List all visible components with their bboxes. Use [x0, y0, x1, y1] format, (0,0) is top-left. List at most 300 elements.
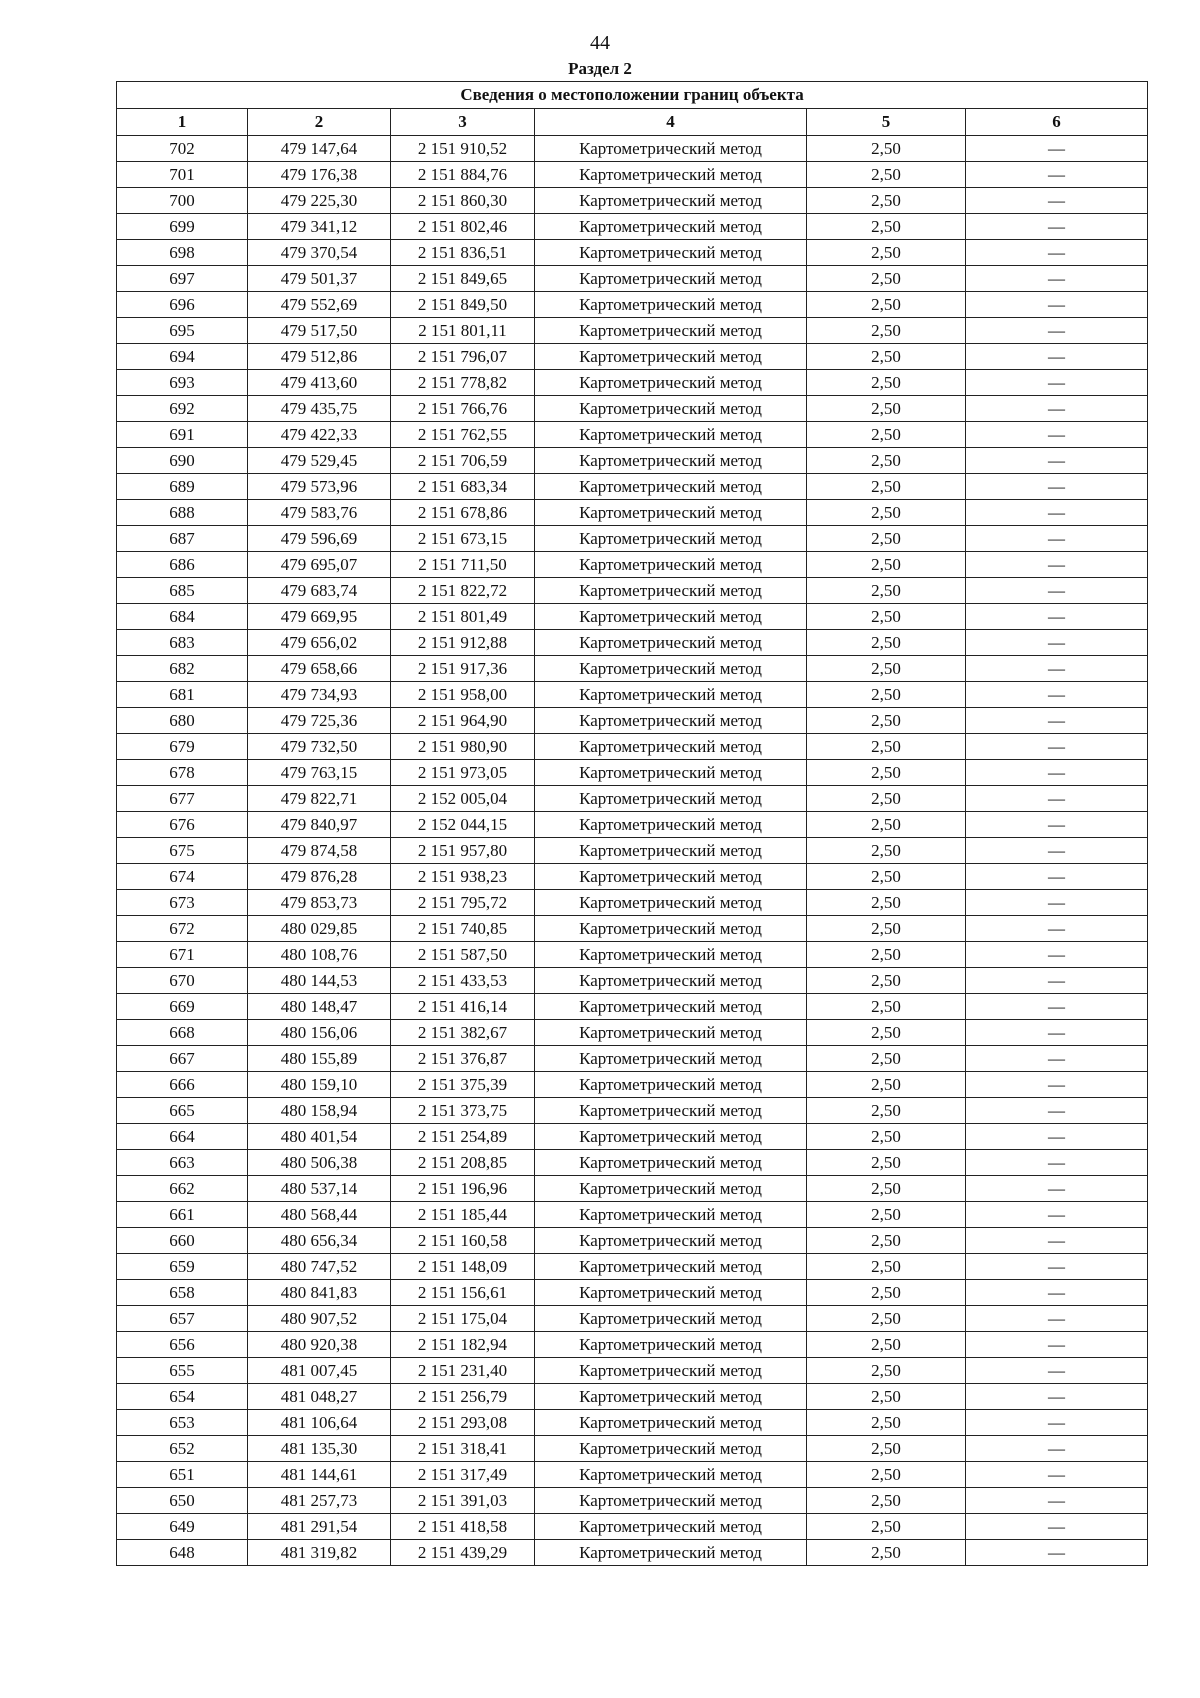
- point-number-cell: 681: [117, 682, 248, 708]
- column-number-row: [117, 109, 1148, 136]
- table-row: [117, 786, 1148, 812]
- table-row: [117, 1540, 1148, 1566]
- table-row: [117, 1072, 1148, 1098]
- accuracy-cell: 2,50: [807, 1072, 966, 1098]
- y-coordinate-cell: 2 151 416,14: [391, 994, 535, 1020]
- x-coordinate-cell: 481 144,61: [248, 1462, 391, 1488]
- description-cell: —: [966, 760, 1148, 786]
- method-cell: Картометрический метод: [535, 682, 807, 708]
- point-number-cell: 686: [117, 552, 248, 578]
- point-number-cell: 662: [117, 1176, 248, 1202]
- description-cell: —: [966, 1462, 1148, 1488]
- description-cell: —: [966, 1150, 1148, 1176]
- accuracy-cell: 2,50: [807, 838, 966, 864]
- method-cell: Картометрический метод: [535, 630, 807, 656]
- point-number-cell: 696: [117, 292, 248, 318]
- description-cell: —: [966, 474, 1148, 500]
- y-coordinate-cell: 2 151 822,72: [391, 578, 535, 604]
- table-row: [117, 994, 1148, 1020]
- point-number-cell: 700: [117, 188, 248, 214]
- table-row: [117, 1202, 1148, 1228]
- method-cell: Картометрический метод: [535, 1046, 807, 1072]
- table-row: [117, 916, 1148, 942]
- description-cell: —: [966, 812, 1148, 838]
- description-cell: —: [966, 1124, 1148, 1150]
- point-number-cell: 668: [117, 1020, 248, 1046]
- x-coordinate-cell: 479 517,50: [248, 318, 391, 344]
- accuracy-cell: 2,50: [807, 1124, 966, 1150]
- x-coordinate-cell: 479 512,86: [248, 344, 391, 370]
- x-coordinate-cell: 479 683,74: [248, 578, 391, 604]
- accuracy-cell: 2,50: [807, 1254, 966, 1280]
- method-cell: Картометрический метод: [535, 188, 807, 214]
- method-cell: Картометрический метод: [535, 786, 807, 812]
- method-cell: Картометрический метод: [535, 396, 807, 422]
- table-row: [117, 1358, 1148, 1384]
- y-coordinate-cell: 2 151 957,80: [391, 838, 535, 864]
- x-coordinate-cell: 480 108,76: [248, 942, 391, 968]
- method-cell: Картометрический метод: [535, 214, 807, 240]
- description-cell: —: [966, 1098, 1148, 1124]
- table-row: [117, 1462, 1148, 1488]
- table-row: [117, 1046, 1148, 1072]
- x-coordinate-cell: 481 106,64: [248, 1410, 391, 1436]
- table-row: [117, 1306, 1148, 1332]
- y-coordinate-cell: 2 151 836,51: [391, 240, 535, 266]
- point-number-cell: 689: [117, 474, 248, 500]
- description-cell: —: [966, 864, 1148, 890]
- point-number-cell: 661: [117, 1202, 248, 1228]
- point-number-cell: 669: [117, 994, 248, 1020]
- accuracy-cell: 2,50: [807, 526, 966, 552]
- y-coordinate-cell: 2 151 766,76: [391, 396, 535, 422]
- point-number-cell: 649: [117, 1514, 248, 1540]
- accuracy-cell: 2,50: [807, 318, 966, 344]
- method-cell: Картометрический метод: [535, 1488, 807, 1514]
- x-coordinate-cell: 480 155,89: [248, 1046, 391, 1072]
- method-cell: Картометрический метод: [535, 968, 807, 994]
- y-coordinate-cell: 2 151 293,08: [391, 1410, 535, 1436]
- x-coordinate-cell: 480 156,06: [248, 1020, 391, 1046]
- x-coordinate-cell: 479 370,54: [248, 240, 391, 266]
- table-row: [117, 552, 1148, 578]
- y-coordinate-cell: 2 151 678,86: [391, 500, 535, 526]
- y-coordinate-cell: 2 151 185,44: [391, 1202, 535, 1228]
- accuracy-cell: 2,50: [807, 1202, 966, 1228]
- method-cell: Картометрический метод: [535, 422, 807, 448]
- table-row: [117, 474, 1148, 500]
- y-coordinate-cell: 2 151 683,34: [391, 474, 535, 500]
- description-cell: —: [966, 734, 1148, 760]
- y-coordinate-cell: 2 151 802,46: [391, 214, 535, 240]
- y-coordinate-cell: 2 151 938,23: [391, 864, 535, 890]
- table-row: [117, 838, 1148, 864]
- accuracy-cell: 2,50: [807, 968, 966, 994]
- method-cell: Картометрический метод: [535, 370, 807, 396]
- y-coordinate-cell: 2 151 801,11: [391, 318, 535, 344]
- method-cell: Картометрический метод: [535, 890, 807, 916]
- table-caption-row: [117, 82, 1148, 109]
- x-coordinate-cell: 479 573,96: [248, 474, 391, 500]
- description-cell: —: [966, 370, 1148, 396]
- point-number-cell: 672: [117, 916, 248, 942]
- description-cell: —: [966, 1514, 1148, 1540]
- table-row: [117, 318, 1148, 344]
- point-number-cell: 693: [117, 370, 248, 396]
- table-row: [117, 890, 1148, 916]
- point-number-cell: 701: [117, 162, 248, 188]
- y-coordinate-cell: 2 151 433,53: [391, 968, 535, 994]
- accuracy-cell: 2,50: [807, 1384, 966, 1410]
- x-coordinate-cell: 479 147,64: [248, 136, 391, 162]
- accuracy-cell: 2,50: [807, 1358, 966, 1384]
- description-cell: —: [966, 240, 1148, 266]
- point-number-cell: 684: [117, 604, 248, 630]
- x-coordinate-cell: 479 725,36: [248, 708, 391, 734]
- x-coordinate-cell: 480 158,94: [248, 1098, 391, 1124]
- accuracy-cell: 2,50: [807, 136, 966, 162]
- table-row: [117, 1384, 1148, 1410]
- point-number-cell: 666: [117, 1072, 248, 1098]
- method-cell: Картометрический метод: [535, 1254, 807, 1280]
- table-row: [117, 1020, 1148, 1046]
- y-coordinate-cell: 2 151 958,00: [391, 682, 535, 708]
- y-coordinate-cell: 2 151 673,15: [391, 526, 535, 552]
- method-cell: Картометрический метод: [535, 1462, 807, 1488]
- description-cell: —: [966, 708, 1148, 734]
- description-cell: —: [966, 1410, 1148, 1436]
- description-cell: —: [966, 552, 1148, 578]
- x-coordinate-cell: 479 552,69: [248, 292, 391, 318]
- y-coordinate-cell: 2 151 373,75: [391, 1098, 535, 1124]
- x-coordinate-cell: 480 537,14: [248, 1176, 391, 1202]
- x-coordinate-cell: 479 734,93: [248, 682, 391, 708]
- point-number-cell: 685: [117, 578, 248, 604]
- point-number-cell: 667: [117, 1046, 248, 1072]
- point-number-cell: 651: [117, 1462, 248, 1488]
- table-row: [117, 578, 1148, 604]
- y-coordinate-cell: 2 151 182,94: [391, 1332, 535, 1358]
- y-coordinate-cell: 2 151 917,36: [391, 656, 535, 682]
- x-coordinate-cell: 481 319,82: [248, 1540, 391, 1566]
- x-coordinate-cell: 481 291,54: [248, 1514, 391, 1540]
- x-coordinate-cell: 479 876,28: [248, 864, 391, 890]
- method-cell: Картометрический метод: [535, 136, 807, 162]
- point-number-cell: 654: [117, 1384, 248, 1410]
- description-cell: —: [966, 656, 1148, 682]
- y-coordinate-cell: 2 151 849,50: [391, 292, 535, 318]
- accuracy-cell: 2,50: [807, 708, 966, 734]
- method-cell: Картометрический метод: [535, 1020, 807, 1046]
- description-cell: —: [966, 136, 1148, 162]
- table-row: [117, 1514, 1148, 1540]
- accuracy-cell: 2,50: [807, 812, 966, 838]
- y-coordinate-cell: 2 151 196,96: [391, 1176, 535, 1202]
- method-cell: Картометрический метод: [535, 1228, 807, 1254]
- point-number-cell: 670: [117, 968, 248, 994]
- point-number-cell: 682: [117, 656, 248, 682]
- accuracy-cell: 2,50: [807, 1020, 966, 1046]
- description-cell: —: [966, 1488, 1148, 1514]
- accuracy-cell: 2,50: [807, 162, 966, 188]
- description-cell: —: [966, 1202, 1148, 1228]
- x-coordinate-cell: 479 656,02: [248, 630, 391, 656]
- accuracy-cell: 2,50: [807, 1306, 966, 1332]
- x-coordinate-cell: 479 225,30: [248, 188, 391, 214]
- accuracy-cell: 2,50: [807, 240, 966, 266]
- method-cell: Картометрический метод: [535, 864, 807, 890]
- accuracy-cell: 2,50: [807, 370, 966, 396]
- x-coordinate-cell: 479 529,45: [248, 448, 391, 474]
- y-coordinate-cell: 2 151 156,61: [391, 1280, 535, 1306]
- y-coordinate-cell: 2 151 439,29: [391, 1540, 535, 1566]
- accuracy-cell: 2,50: [807, 1150, 966, 1176]
- y-coordinate-cell: 2 151 160,58: [391, 1228, 535, 1254]
- y-coordinate-cell: 2 151 148,09: [391, 1254, 535, 1280]
- method-cell: Картометрический метод: [535, 1280, 807, 1306]
- table-row: [117, 266, 1148, 292]
- method-cell: Картометрический метод: [535, 994, 807, 1020]
- point-number-cell: 691: [117, 422, 248, 448]
- table-row: [117, 708, 1148, 734]
- method-cell: Картометрический метод: [535, 1098, 807, 1124]
- x-coordinate-cell: 480 747,52: [248, 1254, 391, 1280]
- y-coordinate-cell: 2 151 391,03: [391, 1488, 535, 1514]
- method-cell: Картометрический метод: [535, 1306, 807, 1332]
- point-number-cell: 683: [117, 630, 248, 656]
- accuracy-cell: 2,50: [807, 1332, 966, 1358]
- x-coordinate-cell: 479 341,12: [248, 214, 391, 240]
- accuracy-cell: 2,50: [807, 292, 966, 318]
- table-body: [117, 136, 1148, 1566]
- accuracy-cell: 2,50: [807, 864, 966, 890]
- y-coordinate-cell: 2 151 256,79: [391, 1384, 535, 1410]
- accuracy-cell: 2,50: [807, 214, 966, 240]
- method-cell: Картометрический метод: [535, 942, 807, 968]
- x-coordinate-cell: 479 853,73: [248, 890, 391, 916]
- point-number-cell: 692: [117, 396, 248, 422]
- accuracy-cell: 2,50: [807, 1436, 966, 1462]
- point-number-cell: 697: [117, 266, 248, 292]
- table-row: [117, 1228, 1148, 1254]
- boundary-coordinates-table: [116, 81, 1148, 1566]
- y-coordinate-cell: 2 151 587,50: [391, 942, 535, 968]
- accuracy-cell: 2,50: [807, 890, 966, 916]
- y-coordinate-cell: 2 151 382,67: [391, 1020, 535, 1046]
- x-coordinate-cell: 481 048,27: [248, 1384, 391, 1410]
- point-number-cell: 690: [117, 448, 248, 474]
- point-number-cell: 664: [117, 1124, 248, 1150]
- accuracy-cell: 2,50: [807, 604, 966, 630]
- point-number-cell: 680: [117, 708, 248, 734]
- accuracy-cell: 2,50: [807, 552, 966, 578]
- y-coordinate-cell: 2 151 208,85: [391, 1150, 535, 1176]
- table-row: [117, 1150, 1148, 1176]
- description-cell: —: [966, 318, 1148, 344]
- x-coordinate-cell: 480 029,85: [248, 916, 391, 942]
- method-cell: Картометрический метод: [535, 1332, 807, 1358]
- description-cell: —: [966, 1436, 1148, 1462]
- column-number-2: 2: [248, 109, 391, 136]
- x-coordinate-cell: 481 257,73: [248, 1488, 391, 1514]
- x-coordinate-cell: 479 176,38: [248, 162, 391, 188]
- method-cell: Картометрический метод: [535, 656, 807, 682]
- table-row: [117, 526, 1148, 552]
- table-row: [117, 240, 1148, 266]
- accuracy-cell: 2,50: [807, 942, 966, 968]
- x-coordinate-cell: 479 422,33: [248, 422, 391, 448]
- table-row: [117, 1254, 1148, 1280]
- method-cell: Картометрический метод: [535, 1176, 807, 1202]
- table-row: [117, 1332, 1148, 1358]
- table-row: [117, 604, 1148, 630]
- accuracy-cell: 2,50: [807, 734, 966, 760]
- accuracy-cell: 2,50: [807, 396, 966, 422]
- column-number-6: 6: [966, 109, 1148, 136]
- x-coordinate-cell: 479 413,60: [248, 370, 391, 396]
- y-coordinate-cell: 2 152 005,04: [391, 786, 535, 812]
- column-number-1: 1: [117, 109, 248, 136]
- x-coordinate-cell: 479 732,50: [248, 734, 391, 760]
- table-row: [117, 136, 1148, 162]
- description-cell: —: [966, 1358, 1148, 1384]
- table-row: [117, 292, 1148, 318]
- x-coordinate-cell: 479 763,15: [248, 760, 391, 786]
- y-coordinate-cell: 2 151 317,49: [391, 1462, 535, 1488]
- description-cell: —: [966, 526, 1148, 552]
- accuracy-cell: 2,50: [807, 474, 966, 500]
- table-row: [117, 1098, 1148, 1124]
- method-cell: Картометрический метод: [535, 1410, 807, 1436]
- point-number-cell: 694: [117, 344, 248, 370]
- method-cell: Картометрический метод: [535, 812, 807, 838]
- accuracy-cell: 2,50: [807, 1410, 966, 1436]
- accuracy-cell: 2,50: [807, 578, 966, 604]
- point-number-cell: 688: [117, 500, 248, 526]
- table-row: [117, 630, 1148, 656]
- method-cell: Картометрический метод: [535, 344, 807, 370]
- description-cell: —: [966, 838, 1148, 864]
- y-coordinate-cell: 2 151 884,76: [391, 162, 535, 188]
- method-cell: Картометрический метод: [535, 760, 807, 786]
- y-coordinate-cell: 2 151 801,49: [391, 604, 535, 630]
- accuracy-cell: 2,50: [807, 630, 966, 656]
- x-coordinate-cell: 479 840,97: [248, 812, 391, 838]
- method-cell: Картометрический метод: [535, 552, 807, 578]
- point-number-cell: 676: [117, 812, 248, 838]
- table-row: [117, 162, 1148, 188]
- x-coordinate-cell: 480 920,38: [248, 1332, 391, 1358]
- point-number-cell: 652: [117, 1436, 248, 1462]
- method-cell: Картометрический метод: [535, 1072, 807, 1098]
- x-coordinate-cell: 481 135,30: [248, 1436, 391, 1462]
- table-row: [117, 214, 1148, 240]
- point-number-cell: 665: [117, 1098, 248, 1124]
- point-number-cell: 674: [117, 864, 248, 890]
- description-cell: —: [966, 1384, 1148, 1410]
- accuracy-cell: 2,50: [807, 422, 966, 448]
- point-number-cell: 648: [117, 1540, 248, 1566]
- x-coordinate-cell: 479 822,71: [248, 786, 391, 812]
- column-number-5: 5: [807, 109, 966, 136]
- x-coordinate-cell: 480 841,83: [248, 1280, 391, 1306]
- point-number-cell: 663: [117, 1150, 248, 1176]
- y-coordinate-cell: 2 151 912,88: [391, 630, 535, 656]
- method-cell: Картометрический метод: [535, 318, 807, 344]
- method-cell: Картометрический метод: [535, 1384, 807, 1410]
- method-cell: Картометрический метод: [535, 292, 807, 318]
- y-coordinate-cell: 2 151 318,41: [391, 1436, 535, 1462]
- table-row: [117, 1488, 1148, 1514]
- table-row: [117, 656, 1148, 682]
- point-number-cell: 655: [117, 1358, 248, 1384]
- description-cell: —: [966, 422, 1148, 448]
- section-title: Раздел 2: [568, 59, 632, 78]
- table-row: [117, 344, 1148, 370]
- x-coordinate-cell: 480 144,53: [248, 968, 391, 994]
- table-caption: Сведения о местоположении границ объекта: [117, 82, 1148, 109]
- point-number-cell: 677: [117, 786, 248, 812]
- description-cell: —: [966, 292, 1148, 318]
- table-row: [117, 942, 1148, 968]
- table-row: [117, 396, 1148, 422]
- y-coordinate-cell: 2 151 795,72: [391, 890, 535, 916]
- x-coordinate-cell: 480 568,44: [248, 1202, 391, 1228]
- description-cell: —: [966, 1046, 1148, 1072]
- accuracy-cell: 2,50: [807, 344, 966, 370]
- method-cell: Картометрический метод: [535, 1124, 807, 1150]
- accuracy-cell: 2,50: [807, 1488, 966, 1514]
- y-coordinate-cell: 2 151 964,90: [391, 708, 535, 734]
- accuracy-cell: 2,50: [807, 1098, 966, 1124]
- method-cell: Картометрический метод: [535, 474, 807, 500]
- y-coordinate-cell: 2 151 175,04: [391, 1306, 535, 1332]
- y-coordinate-cell: 2 151 980,90: [391, 734, 535, 760]
- accuracy-cell: 2,50: [807, 1462, 966, 1488]
- y-coordinate-cell: 2 151 778,82: [391, 370, 535, 396]
- description-cell: —: [966, 1228, 1148, 1254]
- method-cell: Картометрический метод: [535, 604, 807, 630]
- accuracy-cell: 2,50: [807, 1228, 966, 1254]
- point-number-cell: 675: [117, 838, 248, 864]
- description-cell: —: [966, 682, 1148, 708]
- x-coordinate-cell: 479 435,75: [248, 396, 391, 422]
- accuracy-cell: 2,50: [807, 994, 966, 1020]
- table-row: [117, 1436, 1148, 1462]
- accuracy-cell: 2,50: [807, 1514, 966, 1540]
- method-cell: Картометрический метод: [535, 1540, 807, 1566]
- x-coordinate-cell: 479 583,76: [248, 500, 391, 526]
- description-cell: —: [966, 396, 1148, 422]
- description-cell: —: [966, 890, 1148, 916]
- description-cell: —: [966, 942, 1148, 968]
- point-number-cell: 656: [117, 1332, 248, 1358]
- point-number-cell: 653: [117, 1410, 248, 1436]
- x-coordinate-cell: 479 695,07: [248, 552, 391, 578]
- method-cell: Картометрический метод: [535, 708, 807, 734]
- description-cell: —: [966, 162, 1148, 188]
- x-coordinate-cell: 479 658,66: [248, 656, 391, 682]
- accuracy-cell: 2,50: [807, 760, 966, 786]
- method-cell: Картометрический метод: [535, 578, 807, 604]
- table-row: [117, 500, 1148, 526]
- table-row: [117, 812, 1148, 838]
- table-row: [117, 760, 1148, 786]
- method-cell: Картометрический метод: [535, 1436, 807, 1462]
- table-row: [117, 448, 1148, 474]
- column-number-4: 4: [535, 109, 807, 136]
- y-coordinate-cell: 2 151 849,65: [391, 266, 535, 292]
